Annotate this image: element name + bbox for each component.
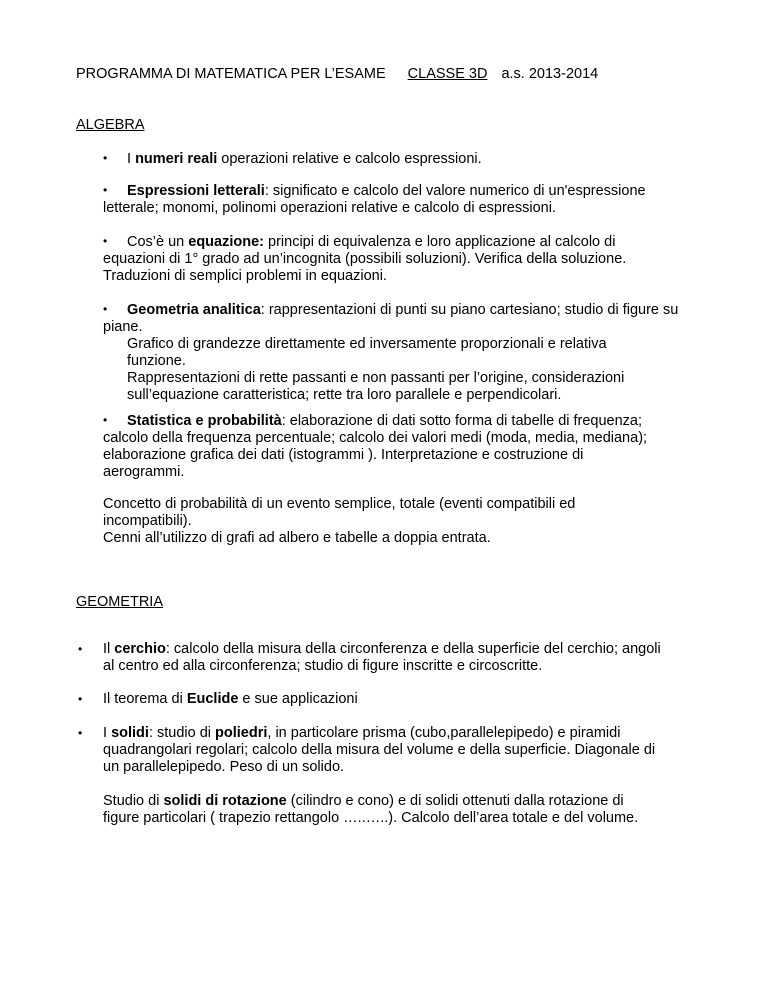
geometria-rotation-paragraph: Studio di solidi di rotazione (cilindro e cono) e di solidi ottenuti dalla rotazione di figure particolari ( trapezio rettangolo …..…..). Calcolo dell’area totale e del volume. (103, 793, 639, 826)
document-header (76, 66, 598, 82)
geometria-item-circle: • Il cerchio: calcolo della misura della circonferenza e della superficie del cerchio; angoli al centro ed alla circonferenza; studio di figure inscritte e circoscritte. (78, 641, 661, 674)
term-solidi: solidi (111, 725, 149, 741)
bullet-icon: • (78, 692, 83, 706)
bullet-icon (103, 234, 127, 250)
header-class: CLASSE 3D (407, 66, 488, 82)
term-espressioni-letterali: Espressioni letterali (127, 183, 265, 199)
header-year: a.s. 2013-2014 (501, 66, 599, 82)
term-poliedri: poliedri (215, 725, 268, 741)
algebra-probability-paragraph: Concetto di probabilità di un evento semplice, totale (eventi compatibili ed incompatibili). Cenni all’utilizzo di grafi ad albero e tabelle a doppia entrata. (103, 496, 576, 546)
bullet-icon: • (78, 726, 83, 740)
term-cerchio: cerchio (114, 641, 166, 657)
geometria-item-solids: • I solidi: studio di poliedri, in particolare prisma (cubo,parallelepipedo) e piramidi quadrangolari regolari; calcolo della misura del volume e della superficie. Diagonale di un parallelepipedo. Peso di un solido. (78, 725, 656, 775)
algebra-item-analytic-geometry: • Geometria analitica: rappresentazioni di punti su piano cartesiano; studio di figure su piane. Grafico di grandezze direttamente ed inversamente proporzionali e relativa funzione. Rappresentazioni di rette passanti e non passanti per l’origine, considerazioni sull’equazione caratteristica; rette tra loro parallele e perpendicolari. (103, 301, 678, 404)
header-title: PROGRAMMA DI MATEMATICA PER L’ESAME (76, 66, 386, 82)
term-geometria-analitica: Geometria analitica (127, 302, 261, 318)
term-euclide: Euclide (186, 691, 239, 707)
algebra-item-equations: • Cos’è un equazione: principi di equivalenza e loro applicazione al calcolo di equazioni di 1° grado ad un’incognita (possibili soluzioni). Verifica della soluzione. Traduzioni di semplici problemi in equazioni. (103, 233, 626, 285)
term-solidi-rotazione: solidi di rotazione (163, 793, 287, 809)
bullet-icon (103, 151, 127, 167)
geometria-item-euclid: • Il teorema di Euclide e sue applicazioni (78, 691, 358, 707)
bullet-icon (103, 413, 127, 429)
algebra-item-real-numbers: • I numeri reali operazioni relative e calcolo espressioni. (103, 150, 482, 168)
term-equazione: equazione: (188, 234, 264, 250)
term-numeri-reali: numeri reali (135, 151, 218, 167)
bullet-icon: • (78, 642, 83, 656)
geometria-heading: GEOMETRIA (76, 594, 164, 610)
algebra-heading: ALGEBRA (76, 117, 145, 133)
bullet-icon (103, 183, 127, 199)
algebra-item-expressions: • Espressioni letterali: significato e calcolo del valore numerico di un'espressione letterale; monomi, polinomi operazioni relative e calcolo di espressioni. (103, 182, 646, 217)
algebra-item-statistics: • Statistica e probabilità: elaborazione di dati sotto forma di tabelle di frequenza; calcolo della frequenza percentuale; calcolo dei valori medi (moda, media, mediana); elaborazione grafica dei dati (istogrammi ). Interpretazione e costruzione di aerogrammi. (103, 412, 647, 481)
term-statistica: Statistica e probabilità (127, 413, 282, 429)
bullet-icon (103, 302, 127, 318)
